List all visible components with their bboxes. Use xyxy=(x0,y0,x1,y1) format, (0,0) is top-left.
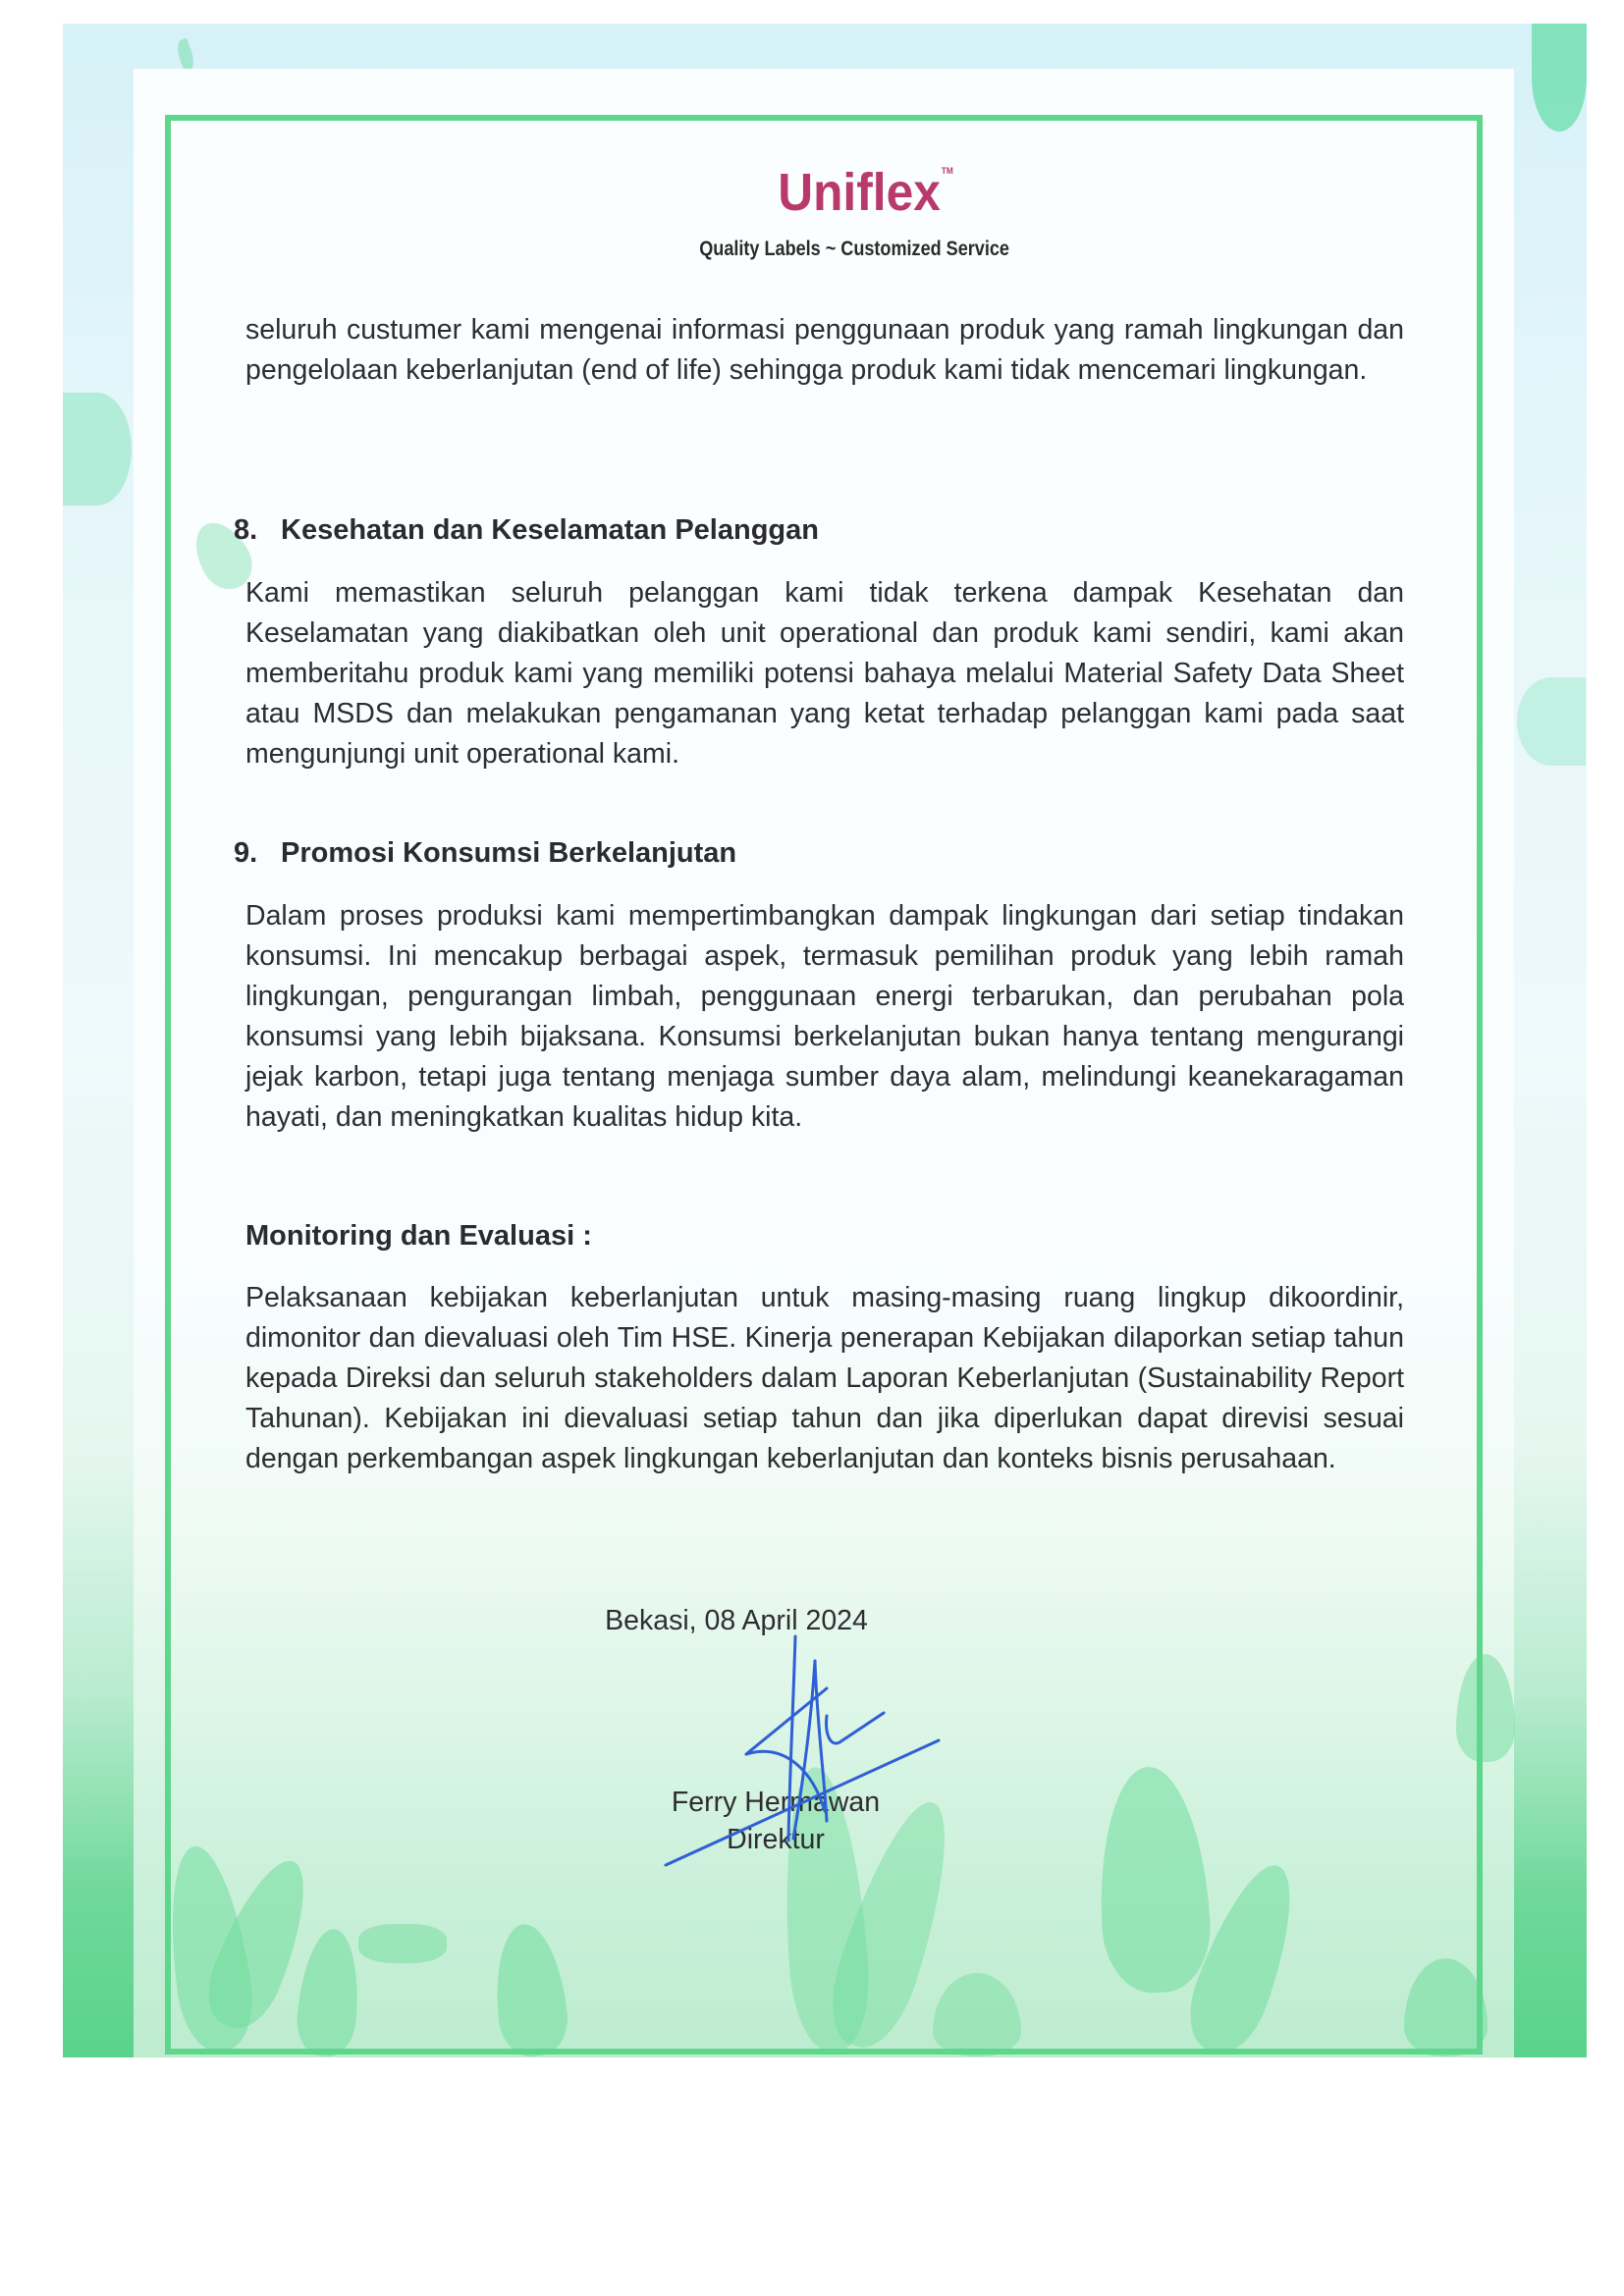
leaf-decoration-icon xyxy=(1532,24,1587,132)
section-number: 9. xyxy=(234,837,258,869)
section-title: Promosi Konsumsi Berkelanjutan xyxy=(281,837,737,869)
company-logo xyxy=(245,162,1404,223)
section-title: Kesehatan dan Keselamatan Pelanggan xyxy=(281,514,819,546)
trademark-mark: TM xyxy=(941,166,953,176)
company-name-text: Uniflex xyxy=(778,163,941,222)
section-heading xyxy=(234,837,736,870)
section-body: Dalam proses produksi kami mempertimbangkan dampak lingkungan dari setiap tindakan konsumsi. Ini mencakup berbagai aspek, termasuk pemilihan produk yang lebih ramah lingkungan, pengurangan limbah, penggunaan energi terbarukan, dan perubahan pola konsumsi yang lebih bijaksana. Konsumsi berkelanjutan bukan hanya tentang mengurangi jejak karbon, tetapi juga tentang menjaga sumber daya alam, melindungi keanekaragaman hayati, dan meningkatkan kualitas hidup kita. xyxy=(245,900,1404,1133)
signatory-name: Ferry Hermawan xyxy=(671,1787,881,1818)
section-number: 8. xyxy=(234,514,258,546)
leaf-decoration-icon xyxy=(63,393,132,506)
company-tagline: Quality Labels ~ Customized Service xyxy=(699,238,1009,260)
company-name xyxy=(778,162,953,223)
monitoring-heading: Monitoring dan Evaluasi : xyxy=(245,1220,592,1252)
handwritten-signature xyxy=(648,1625,943,1880)
intro-paragraph: seluruh custumer kami mengenai informasi penggunaan produk yang ramah lingkungan dan pengelolaan keberlanjutan (end of life) sehingga produk kami tidak mencemari lingkungan. xyxy=(245,314,1404,386)
section-heading xyxy=(234,514,819,547)
place-date: Bekasi, 08 April 2024 xyxy=(605,1605,868,1636)
monitoring-body: Pelaksanaan kebijakan keberlanjutan untuk masing-masing ruang lingkup dikoordinir, dimonitor dan dievaluasi oleh Tim HSE. Kinerja penerapan Kebijakan dilaporkan setiap tahun kepada Direksi dan seluruh stakeholders dalam Laporan Keberlanjutan (Sustainability Report Tahunan). Kebijakan ini dievaluasi setiap tahun dan jika diperlukan dapat direvisi sesuai dengan perkembangan aspek lingkungan keberlanjutan dan konteks bisnis perusahaan. xyxy=(245,1282,1404,1474)
section-body: Kami memastikan seluruh pelanggan kami tidak terkena dampak Kesehatan dan Keselamatan yang diakibatkan oleh unit operational dan produk kami sendiri, kami akan memberitahu produk kami yang memiliki potensi bahaya melalui Material Safety Data Sheet atau MSDS dan melakukan pengamanan yang ketat terhadap pelanggan kami pada saat mengunjungi unit operational kami. xyxy=(245,577,1404,770)
leaf-decoration-icon xyxy=(1517,677,1586,766)
signatory-position: Direktur xyxy=(727,1824,825,1855)
